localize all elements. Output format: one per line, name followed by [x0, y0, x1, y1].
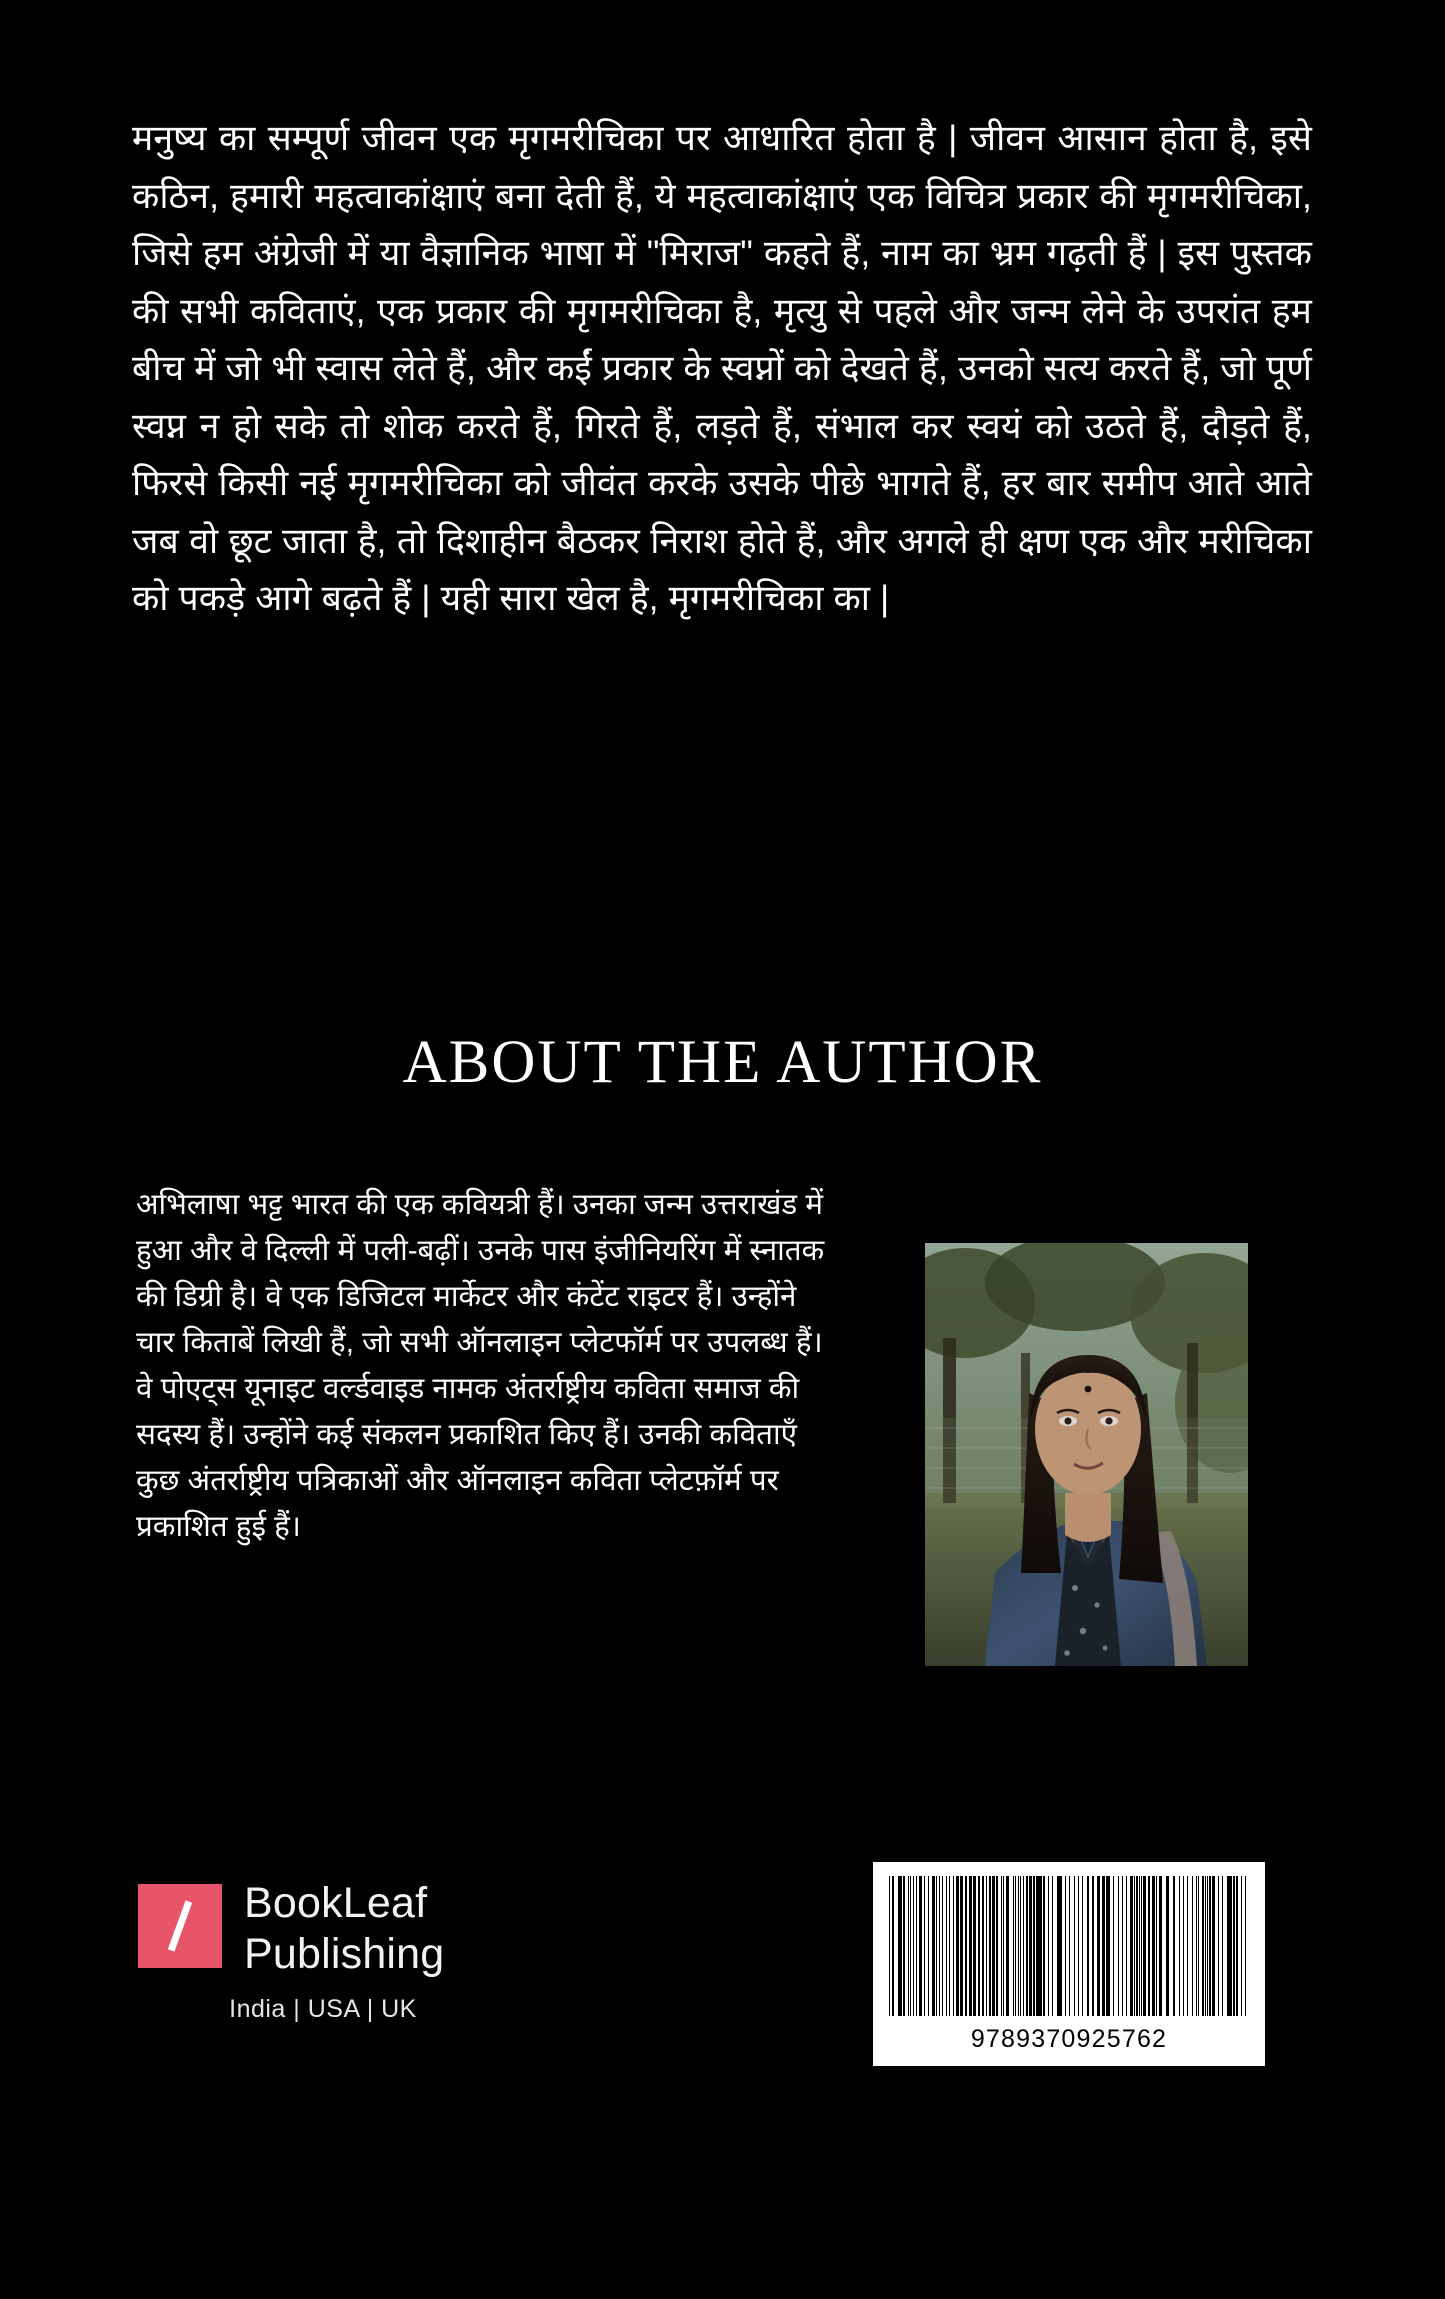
publisher-name: [244, 1878, 444, 1979]
author-photo: [925, 1243, 1248, 1666]
book-blurb: मनुष्य का सम्पूर्ण जीवन एक मृगमरीचिका पर आधारित होता है | जीवन आसान होता है, इसे कठिन, हमारी महत्वाकांक्षाएं बना देती हैं, ये महत्वाकांक्षाएं एक विचित्र प्रकार की मृगमरीचिका, जिसे हम अंग्रेजी में या वैज्ञानिक भाषा में "मिराज" कहते हैं, नाम का भ्रम गढ़ती हैं | इस पुस्तक की सभी कविताएं, एक प्रकार की मृगमरीचिका है, मृत्यु से पहले और जन्म लेने के उपरांत हम बीच में जो भी स्वास लेते हैं, और कईं प्रकार के स्वप्नों को देखते हैं, उनको सत्य करते हैं, जो पूर्ण स्वप्न न हो सके तो शोक करते हैं, गिरते हैं, लड़ते हैं, संभाल कर स्वयं को उठते हैं, दौड़ते हैं, फिरसे किसी नई मृगमरीचिका को जीवंत करके उसके पीछे भागते हैं, हर बार समीप आते आते जब वो छूट जाता है, तो दिशाहीन बैठकर निराश होते हैं, और अगले ही क्षण एक और मरीचिका को पकड़े आगे बढ़ते हैं | यही सारा खेल है, मृगमरीचिका का |: [132, 118, 1312, 618]
barcode-bars: [889, 1876, 1249, 2016]
publisher-name-line1: BookLeaf: [244, 1879, 428, 1927]
publisher-logo: [138, 1878, 538, 2024]
author-portrait-image: [925, 1243, 1248, 1666]
about-the-author-heading: ABOUT THE AUTHOR: [402, 1029, 1043, 1096]
barcode: [873, 1862, 1265, 2066]
isbn-number: 9789370925762: [970, 2025, 1168, 2053]
publisher-logo-row: [138, 1878, 538, 1979]
author-biography: अभिलाषा भट्ट भारत की एक कवियत्री हैं। उनका जन्म उत्तराखंड में हुआ और वे दिल्ली में पली-बढ़ीं। उनके पास इंजीनियरिंग में स्नातक की डिग्री है। वे एक डिजिटल मार्केटर और कंटेंट राइटर हैं। उन्होंने चार किताबें लिखी हैं, जो सभी ऑनलाइन प्लेटफॉर्म पर उपलब्ध हैं। वे पोएट्स यूनाइट वर्ल्डवाइड नामक अंतर्राष्ट्रीय कविता समाज की सदस्य हैं। उन्होंने कई संकलन प्रकाशित किए हैं। उनकी कविताएँ कुछ अंतर्राष्ट्रीय पत्रिकाओं और ऑनलाइन कविता प्लेटफ़ॉर्म पर प्रकाशित हुई हैं।: [136, 1188, 825, 1544]
bookleaf-slash-icon: [138, 1884, 222, 1968]
publisher-name-line2: Publishing: [244, 1929, 445, 1978]
publisher-regions: India | USA | UK: [229, 1995, 417, 2024]
